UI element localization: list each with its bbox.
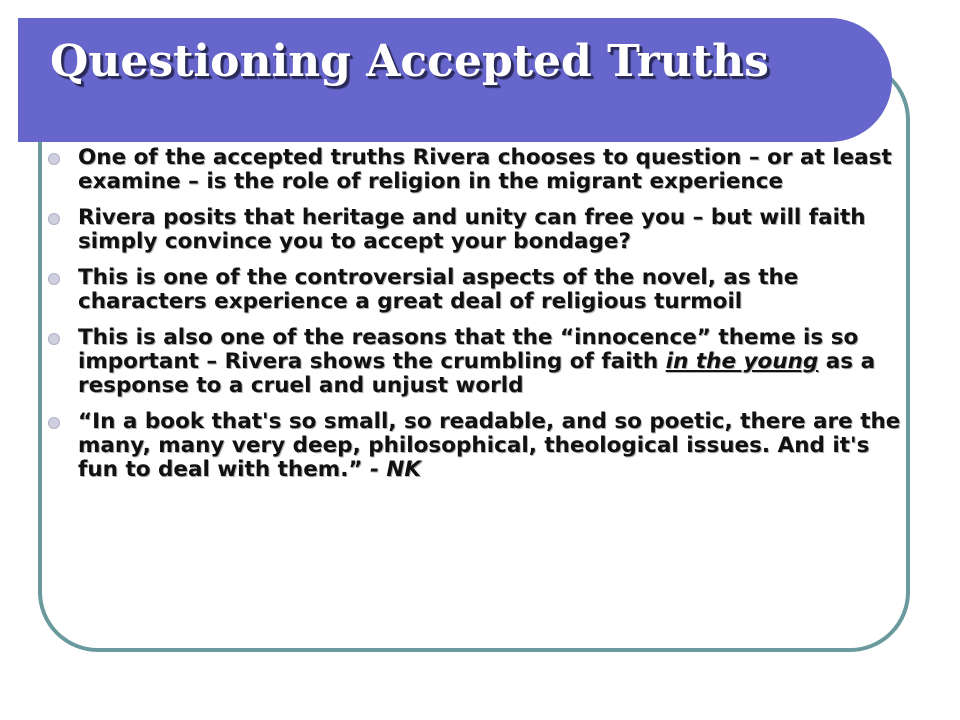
bullet-icon bbox=[48, 333, 60, 345]
bullet-item-religion-role bbox=[44, 146, 904, 194]
bullet-text: One of the accepted truths Rivera chooses to question – or at least examine – is the role of religion in the migrant experience bbox=[78, 145, 892, 194]
bullet-icon bbox=[48, 273, 60, 285]
bullet-text-post: as a response to a cruel and unjust world bbox=[78, 349, 876, 398]
bullet-item-faith-bondage bbox=[44, 206, 904, 254]
bullet-icon bbox=[48, 153, 60, 165]
bullet-icon bbox=[48, 213, 60, 225]
bullet-list bbox=[44, 146, 904, 494]
title-bar bbox=[18, 18, 892, 142]
quote-attribution: - NK bbox=[362, 457, 422, 482]
bullet-text-pre: This is also one of the reasons that the “innocence” theme is so important – Rivera shows the crumbling of faith bbox=[78, 325, 859, 374]
bullet-emphasis: in the young bbox=[665, 349, 819, 374]
bullet-text: This is one of the controversial aspects of the novel, as the characters experience a great deal of religious turmoil bbox=[78, 265, 799, 314]
slide-title: Questioning Accepted Truths bbox=[50, 36, 769, 87]
bullet-icon bbox=[48, 417, 60, 429]
bullet-text: Rivera posits that heritage and unity can free you – but will faith simply convince you to accept your bondage? bbox=[78, 205, 866, 254]
bullet-item-quote bbox=[44, 410, 904, 482]
quote-text: “In a book that's so small, so readable, and so poetic, there are the many, many very deep, philosophical, theological issues. And it's fun to deal with them.” bbox=[78, 409, 901, 482]
bullet-item-innocence-theme bbox=[44, 326, 904, 398]
bullet-item-controversial bbox=[44, 266, 904, 314]
